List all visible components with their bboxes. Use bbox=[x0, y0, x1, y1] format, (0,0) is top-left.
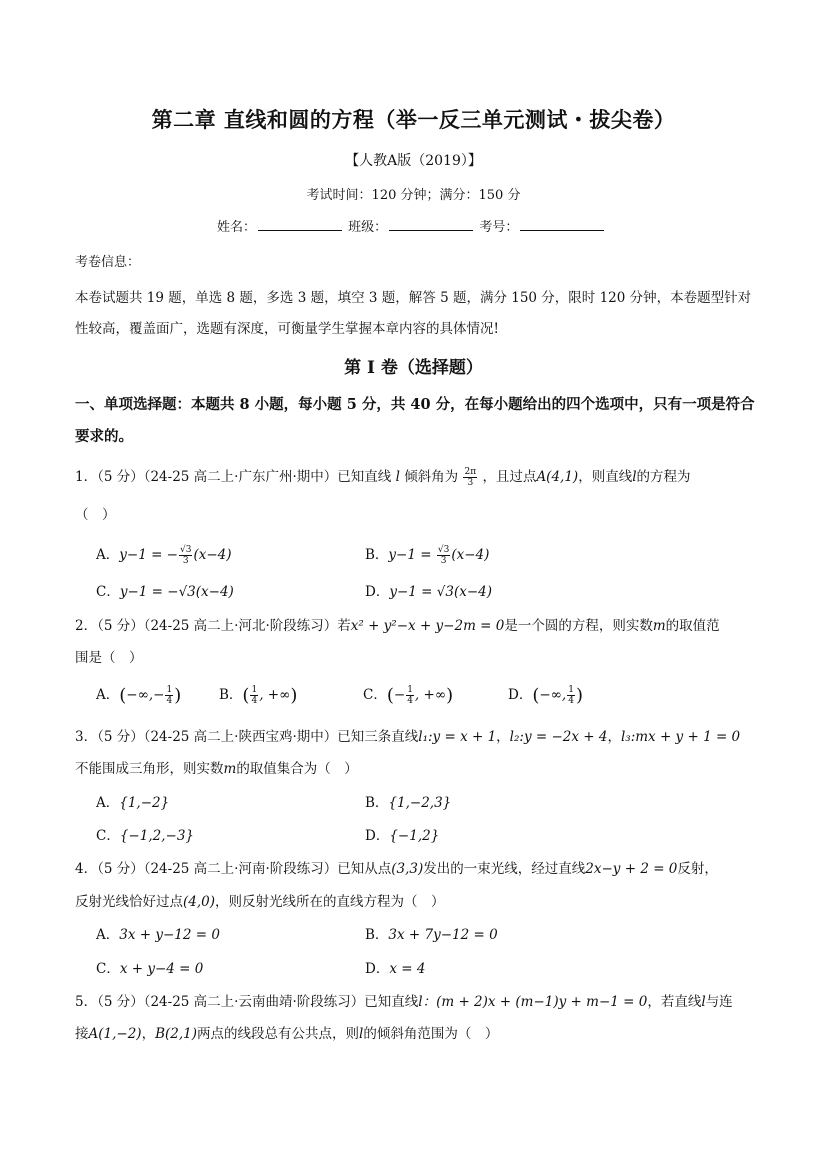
page-title: 第二章 直线和圆的方程（举一反三单元测试・拔尖卷） bbox=[151, 107, 676, 132]
id-label: 考号： bbox=[479, 220, 519, 235]
q2-opt-b-post: , +∞ bbox=[259, 687, 291, 703]
q1-var-l: l bbox=[395, 469, 400, 485]
question-3-stem bbox=[75, 725, 740, 745]
q4-equation: 2x−y + 2 = 0 bbox=[585, 861, 678, 877]
q2-opt-d-label: D． bbox=[508, 687, 533, 703]
q5-point-a: A(1,−2) bbox=[88, 1026, 142, 1042]
q2-opt-a-num: 1 bbox=[166, 685, 173, 695]
q5-text-a: 5．（5 分）（24-25 高二上·云南曲靖·阶段练习）已知直线 bbox=[75, 994, 419, 1010]
q2-opt-b-frac bbox=[250, 685, 258, 706]
q4-opt-d-expr: x = 4 bbox=[389, 961, 426, 977]
question-4-stem bbox=[75, 857, 718, 877]
q4-point-2: (4,0) bbox=[183, 894, 216, 910]
q3-line-l1: l₁:y = x + 1 bbox=[418, 729, 497, 745]
q1-opt-b-den: 3 bbox=[440, 556, 447, 566]
q1-text-d: ，则直线 bbox=[578, 469, 633, 485]
q1-paren: （ ） bbox=[75, 507, 116, 523]
q4-option-d[interactable] bbox=[365, 957, 425, 977]
class-label: 班级： bbox=[348, 220, 388, 235]
q2-line-2: 围是（ ） bbox=[75, 650, 143, 666]
q4-text-d: 反射光线恰好过点 bbox=[75, 894, 183, 910]
q4-opt-d-label: D． bbox=[365, 961, 390, 977]
id-blank[interactable] bbox=[520, 218, 604, 231]
q2-option-d[interactable]: D．(−∞, $\frac{1}{4}$ ) bbox=[508, 685, 583, 706]
q5-text-c: 与连 bbox=[705, 994, 733, 1010]
q4-text-a: 4．（5 分）（24-25 高二上·河南·阶段练习）已知从点 bbox=[75, 861, 392, 877]
q5-text-d: 接 bbox=[75, 1026, 89, 1042]
q4-option-c[interactable] bbox=[96, 957, 203, 977]
q4-point-1: (3,3) bbox=[391, 861, 424, 877]
q5-sep: ， bbox=[141, 1026, 156, 1042]
q1-opt-d-label: D． bbox=[365, 584, 390, 600]
q2-var-m: m bbox=[652, 618, 666, 634]
q2-opt-a-frac bbox=[165, 685, 173, 706]
q3-line-l2: l₂:y = −2x + 4 bbox=[509, 729, 608, 745]
q4-opt-c-expr: x + y−4 = 0 bbox=[119, 961, 204, 977]
q1-option-a[interactable] bbox=[96, 543, 232, 566]
q1-frac-num: 2π bbox=[464, 467, 477, 477]
exam-time: 考试时间：120 分钟；满分：150 分 bbox=[306, 188, 521, 203]
q1-opt-c-expr: y−1 = −√3(x−4) bbox=[119, 584, 234, 600]
q2-opt-b-den: 4 bbox=[251, 696, 258, 706]
q3-sep-2: ， bbox=[607, 729, 621, 745]
question-5-stem bbox=[75, 990, 733, 1010]
q2-opt-a-label: A． bbox=[96, 687, 120, 703]
q3-opt-c-label: C． bbox=[96, 828, 120, 844]
q3-option-d[interactable] bbox=[365, 824, 439, 844]
section-title: 第 I 卷（选择题） bbox=[344, 358, 483, 378]
q3-opt-c-expr: {−1,2,−3} bbox=[119, 828, 194, 844]
question-1-stem bbox=[75, 465, 691, 488]
q2-equation: x² + y²−x + y−2m = 0 bbox=[350, 618, 505, 634]
q1-opt-b-lhs: y−1 = bbox=[388, 547, 436, 563]
q3-opt-a-expr: {1,−2} bbox=[119, 795, 170, 811]
q5-point-b: B(2,1) bbox=[155, 1026, 198, 1042]
q3-text-b: 不能围成三角形，则实数 bbox=[75, 761, 224, 777]
q5-text-f: 的倾斜角范围为（ ） bbox=[363, 1026, 499, 1042]
q4-opt-b-expr: 3x + 7y−12 = 0 bbox=[388, 927, 498, 943]
q3-line-2 bbox=[75, 757, 358, 777]
q2-opt-a-den: 4 bbox=[166, 696, 173, 706]
q2-opt-d-num: 1 bbox=[568, 685, 574, 695]
q3-option-b[interactable] bbox=[365, 791, 451, 811]
q4-opt-a-expr: 3x + y−12 = 0 bbox=[119, 927, 220, 943]
q2-option-a[interactable]: A．(−∞,− $\frac{1}{4}$ ) bbox=[96, 685, 182, 706]
q1-text-a: 1．（5 分）（24-25 高二上·广东广州·期中）已知直线 bbox=[75, 469, 392, 485]
q4-text-b: 发出的一束光线，经过直线 bbox=[423, 861, 586, 877]
q3-option-c[interactable] bbox=[96, 824, 194, 844]
student-info-row bbox=[217, 216, 606, 235]
q4-text-e: ，则反射光线所在的直线方程为（ ） bbox=[215, 894, 445, 910]
q1-opt-b-frac bbox=[437, 545, 450, 566]
q2-opt-c-den: 4 bbox=[407, 696, 413, 706]
q1-opt-a-rhs: (x−4) bbox=[193, 547, 232, 563]
q2-opt-b-num: 1 bbox=[251, 685, 258, 695]
info-label: 考卷信息： bbox=[75, 255, 141, 270]
question-2-stem bbox=[75, 614, 720, 634]
q3-opt-d-label: D． bbox=[365, 828, 390, 844]
q4-opt-b-label: B． bbox=[365, 927, 389, 943]
q5-text-b: ，若直线 bbox=[647, 994, 702, 1010]
q1-option-d[interactable] bbox=[365, 580, 492, 600]
q1-opt-a-label: A． bbox=[96, 547, 120, 563]
q1-opt-b-label: B． bbox=[365, 547, 389, 563]
q5-line-2 bbox=[75, 1022, 498, 1042]
q2-text-a: 2．（5 分）（24-25 高二上·河北·阶段练习）若 bbox=[75, 618, 351, 634]
q2-opt-d-frac bbox=[567, 685, 575, 706]
q4-opt-a-label: A． bbox=[96, 927, 120, 943]
q1-opt-d-expr: y−1 = √3(x−4) bbox=[389, 584, 492, 600]
q2-opt-d-den: 4 bbox=[568, 696, 574, 706]
q1-opt-c-label: C． bbox=[96, 584, 120, 600]
q3-opt-b-label: B． bbox=[365, 795, 389, 811]
q3-text-a: 3．（5 分）（24-25 高二上·陕西宝鸡·期中）已知三条直线 bbox=[75, 729, 419, 745]
q1-text-b: 倾斜角为 bbox=[404, 469, 459, 485]
class-blank[interactable] bbox=[389, 218, 473, 231]
q1-option-b[interactable] bbox=[365, 543, 489, 566]
q3-opt-d-expr: {−1,2} bbox=[389, 828, 440, 844]
q1-opt-b-num: √3 bbox=[437, 545, 450, 555]
q2-opt-c-num: 1 bbox=[407, 685, 413, 695]
q3-text-c: 的取值集合为（ ） bbox=[236, 761, 358, 777]
q1-text-e: 的方程为 bbox=[636, 469, 691, 485]
q1-opt-a-lhs: y−1 = − bbox=[119, 547, 178, 563]
name-label: 姓名： bbox=[217, 220, 257, 235]
q3-line-l3: l₃:mx + y + 1 = 0 bbox=[620, 729, 741, 745]
q3-opt-a-label: A． bbox=[96, 795, 120, 811]
q3-sep-1: ， bbox=[496, 729, 510, 745]
q1-text-c: ，且过点 bbox=[482, 469, 537, 485]
q5-equation: l：(m + 2)x + (m−1)y + m−1 = 0 bbox=[418, 994, 648, 1010]
info-text: 本卷试题共 19 题，单选 8 题，多选 3 题，填空 3 题，解答 5 题，满分 150 分，限时 120 分钟，本卷题型针对性较高，覆盖面广，选题有深度，可衡量学生掌握本章内容的具体情况! bbox=[75, 290, 752, 337]
q5-var-l: l bbox=[701, 994, 706, 1010]
q2-option-c[interactable]: C．(− $\frac{1}{4}$ , +∞) bbox=[363, 685, 454, 706]
q1-opt-a-den: 3 bbox=[182, 556, 189, 566]
q2-opt-b-label: B． bbox=[219, 687, 243, 703]
q2-text-c: 的取值范 bbox=[665, 618, 720, 634]
q4-option-b[interactable] bbox=[365, 923, 498, 943]
q2-text-b: 是一个圆的方程，则实数 bbox=[504, 618, 653, 634]
q1-angle-fraction bbox=[463, 467, 477, 488]
q4-line-2 bbox=[75, 890, 445, 910]
q1-opt-a-num: √3 bbox=[179, 545, 192, 555]
q2-opt-c-post: , +∞ bbox=[414, 687, 447, 703]
q2-option-b[interactable]: B．( $\frac{1}{4}$ , +∞) bbox=[219, 685, 298, 706]
part-one-heading: 一、单项选择题：本题共 8 小题，每小题 5 分，共 40 分，在每小题给出的四个选项中，只有一项是符合要求的。 bbox=[75, 396, 755, 445]
q2-opt-c-label: C． bbox=[363, 687, 387, 703]
q1-frac-den: 3 bbox=[467, 478, 474, 488]
q2-opt-d-pre: −∞, bbox=[539, 687, 567, 703]
q4-text-c: 反射， bbox=[677, 861, 718, 877]
q4-option-a[interactable] bbox=[96, 923, 220, 943]
q1-option-c[interactable] bbox=[96, 580, 234, 600]
q1-point: A(4,1) bbox=[536, 469, 579, 485]
edition-subtitle: 【人教A版（2019）】 bbox=[345, 153, 482, 169]
q1-opt-a-frac bbox=[179, 545, 192, 566]
q3-opt-b-expr: {1,−2,3} bbox=[388, 795, 452, 811]
q2-opt-a-pre: −∞,− bbox=[126, 687, 165, 703]
q2-opt-c-pre: − bbox=[393, 687, 406, 703]
q5-var-l-2: l bbox=[359, 1026, 364, 1042]
q1-var-l-2: l bbox=[632, 469, 637, 485]
q1-opt-b-rhs: (x−4) bbox=[451, 547, 490, 563]
q3-option-a[interactable] bbox=[96, 791, 169, 811]
name-blank[interactable] bbox=[258, 218, 342, 231]
q5-text-e: 两点的线段总有公共点，则 bbox=[197, 1026, 360, 1042]
q2-opt-c-frac bbox=[406, 685, 414, 706]
q4-opt-c-label: C． bbox=[96, 961, 120, 977]
q3-var-m: m bbox=[223, 761, 237, 777]
